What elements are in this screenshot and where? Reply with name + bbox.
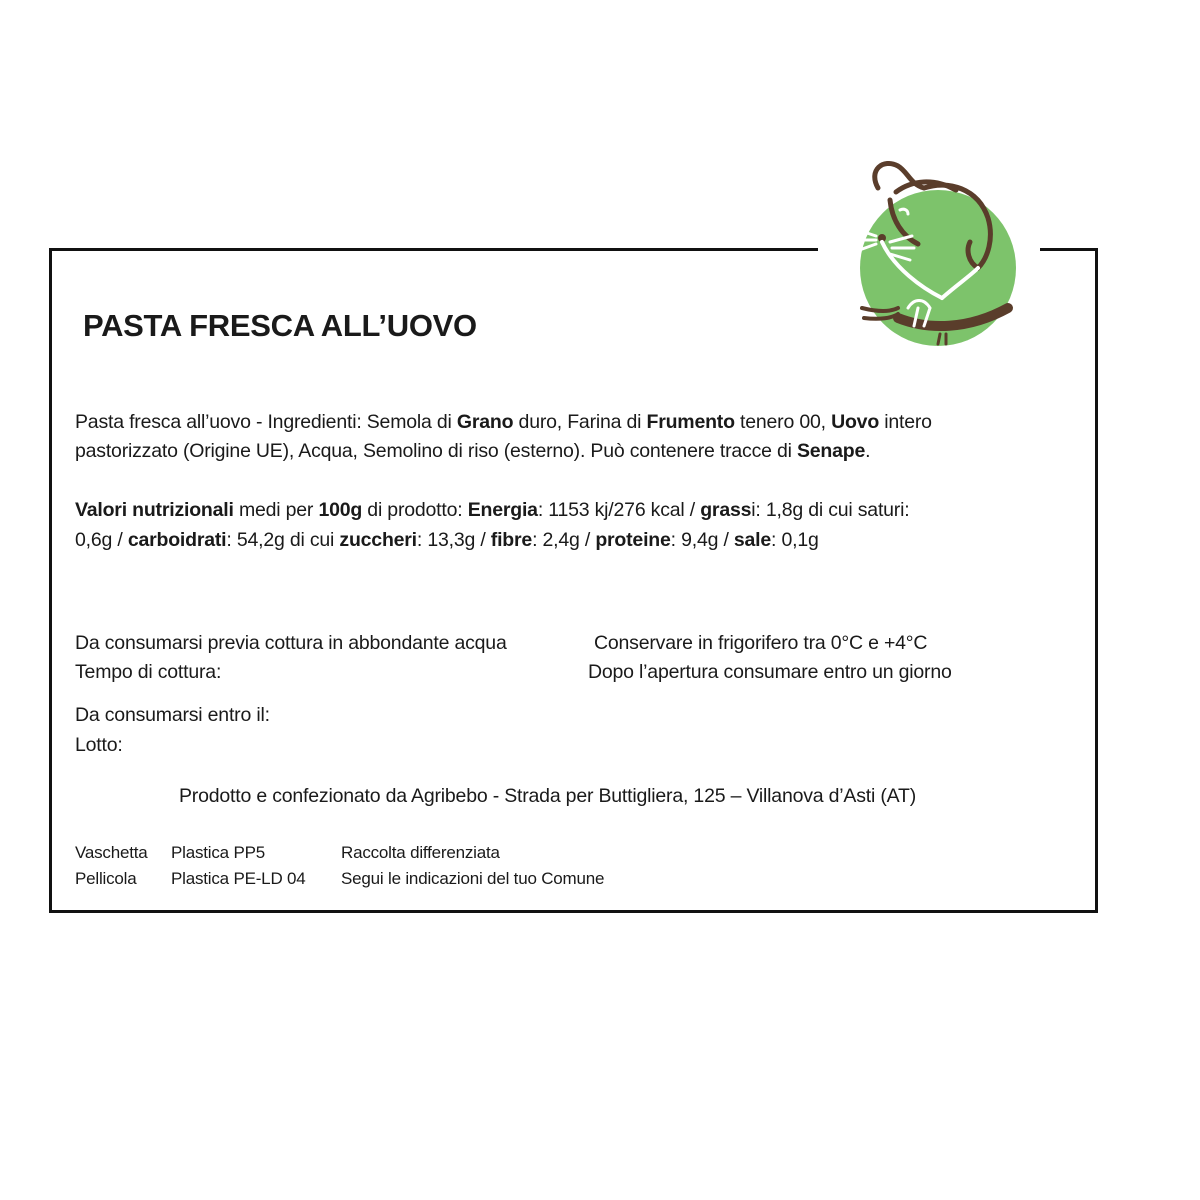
text: : 1153 kj/276 kcal / xyxy=(537,499,701,521)
bold-text: Frumento xyxy=(646,411,735,433)
text: medi per xyxy=(233,499,319,521)
after-opening: Dopo l’apertura consumare entro un giorno xyxy=(588,661,952,683)
cooking-instructions: Da consumarsi previa cottura in abbondante acqua xyxy=(75,632,507,654)
bold-text: Senape xyxy=(796,440,866,462)
bold-text: fibre xyxy=(490,529,533,551)
text: tenero 00, xyxy=(734,411,832,433)
text: Pasta fresca all’uovo - Ingredienti: Semola di xyxy=(75,411,457,433)
bold-text: Uovo xyxy=(831,411,880,433)
text: i: 1,8g di cui saturi: xyxy=(751,499,910,521)
text: . xyxy=(865,440,871,462)
text: : 54,2g di cui xyxy=(226,529,340,551)
text: : 2,4g / xyxy=(532,529,596,551)
best-before: Da consumarsi entro il: xyxy=(75,704,270,726)
bold-text: Valori nutrizionali xyxy=(75,499,234,521)
recycling-note: Raccolta differenziata xyxy=(341,843,500,862)
text: : 13,3g / xyxy=(416,529,491,551)
storage-instructions: Conservare in frigorifero tra 0°C e +4°C xyxy=(594,632,928,654)
bold-text: zuccheri xyxy=(339,529,417,551)
recycling-material: Plastica PE-LD 04 xyxy=(171,869,306,888)
bold-text: Grano xyxy=(456,411,514,433)
lot-number: Lotto: xyxy=(75,734,123,756)
bold-text: 100g xyxy=(318,499,363,521)
bold-text: proteine xyxy=(595,529,671,551)
ingredients-line-1 xyxy=(75,408,932,437)
ingredients-line-2 xyxy=(75,437,870,466)
nutrition-line-2 xyxy=(75,526,819,555)
mouse-with-hat-icon xyxy=(838,158,1028,350)
bold-text: carboidrati xyxy=(127,529,227,551)
text: di prodotto: xyxy=(362,499,468,521)
bold-text: Energia xyxy=(467,499,538,521)
recycling-item: Pellicola xyxy=(75,869,137,888)
text: 0,6g / xyxy=(75,529,128,551)
bold-text: grass xyxy=(700,499,752,521)
text: pastorizzato (Origine UE), Acqua, Semolino di riso (esterno). Può contenere tracce di xyxy=(75,440,797,462)
text: : 9,4g / xyxy=(670,529,734,551)
recycling-note: Segui le indicazioni del tuo Comune xyxy=(341,869,605,888)
cooking-time: Tempo di cottura: xyxy=(75,661,222,683)
recycling-item: Vaschetta xyxy=(75,843,148,862)
producer-info: Prodotto e confezionato da Agribebo - Strada per Buttigliera, 125 – Villanova d’Asti (AT) xyxy=(179,785,917,807)
text: intero xyxy=(879,411,932,433)
recycling-material: Plastica PP5 xyxy=(171,843,265,862)
product-title: PASTA FRESCA ALL’UOVO xyxy=(83,308,477,343)
text: duro, Farina di xyxy=(513,411,647,433)
nutrition-line-1 xyxy=(75,496,909,525)
text: : 0,1g xyxy=(771,529,819,551)
bold-text: sale xyxy=(733,529,772,551)
